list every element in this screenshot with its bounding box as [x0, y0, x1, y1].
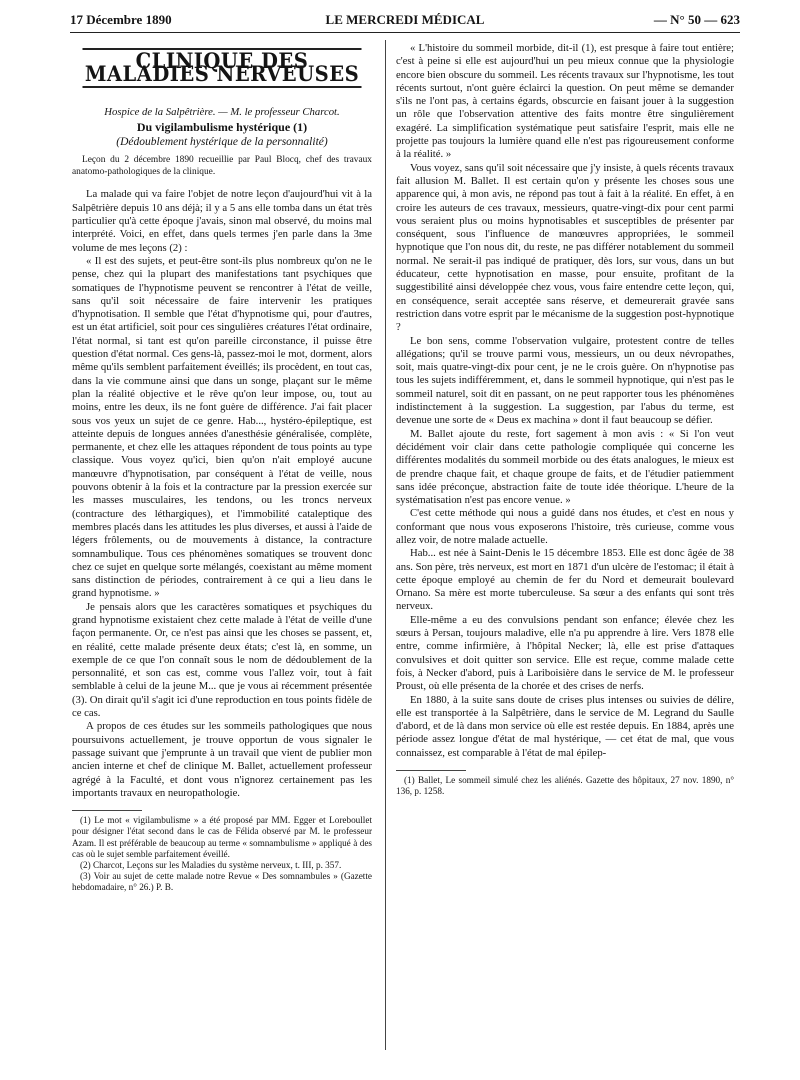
article-subtitle: (Dédoublement hystérique de la personnalité) — [116, 136, 328, 149]
footnote-rule — [396, 770, 466, 771]
paragraph: Je pensais alors que les caractères somatiques et psychiques du grand hypnotisme existaient chez cette malade à l'état de veille d'une façon permanente. Or, ce n'est pas ainsi que les choses se passent, et, en réalité, cette malade présente deux états; c'est là, en somme, un exemple de ce que l'on connaît sous le nom de dédoublement de la personnalité, et son cas est, comme vous l'allez voir, tout à fait semblable à celui de la jeune M... que je vous ai récemment présentée (3). On dirait qu'il s'agit ici d'une reproduction en tous points fidèle de ce cas. — [72, 600, 372, 720]
paragraph: C'est cette méthode qui nous a guidé dans nos études, et c'est en nous y conformant que nous vous exposerons l'histoire, très curieuse, comme vous allez voir, de notre malade actuelle. — [396, 507, 734, 546]
header-page-number: — N° 50 — 623 — [653, 12, 740, 27]
paragraph: M. Ballet ajoute du reste, fort sagement à mon avis : « Si l'on veut décidément voir clair dans cette pathologie compliquée qui concerne les différentes modalités du sommeil morbide ou des états analogues, le mieux est de prendre chaque fait, et chaque groupe de faits, et de l'étudier patiemment sans idée préconçue, abstraction faite de toute idée théorique. L'heure de la systématisation n'est pas encore venue. » — [396, 427, 734, 507]
footnote: (3) Voir au sujet de cette malade notre Revue « Des somnambules » (Gazette hebdomadaire, n° 26.) P. B. — [72, 871, 372, 893]
paragraph: Elle-même a eu des convulsions pendant son enfance; élevée chez les sœurs à Persan, toujours maladive, elle n'a pu apprendre à lire. Vers 1878 elle entre, comme infirmière, à l'hôpital Necker; là, elle est prise d'attaques convulsives et doit quitter son service. Elle est reçue, comme malade cette fois, à Necker d'abord, puis à Lariboisière dans le service de M. le professeur Proust, où elle présenta de la chorée et des crises de nerfs. — [396, 613, 734, 693]
right-column — [396, 42, 734, 797]
left-column — [72, 42, 372, 894]
footnote: (1) Ballet, Le sommeil simulé chez les aliénés. Gazette des hôpitaux, 27 nov. 1890, n° 136, p. 1258. — [396, 775, 734, 797]
header-date: 17 Décembre 1890 — [70, 12, 172, 27]
article-title: Du vigilambulisme hystérique (1) — [136, 119, 308, 134]
footnote: (1) Le mot « vigilambulisme » a été proposé par MM. Egger et Loreboullet pour désigner l'état second dans le cas de Félida observé par M. le professeur Azam. Il est préférable de beaucoup au terme « somnambulisme » appliqué à des cas où le sujet semble parfaitement éveillé. — [72, 815, 372, 859]
paragraph: « Il est des sujets, et peut-être sont-ils plus nombreux qu'on ne le pense, chez qui la plupart des manifestations tant psychiques que somatiques de l'hypnotisme peuvent se rencontrer à l'état de veille, sans qu'il soit nécessaire de faire intervenir les pratiques d'hypnotisation. Il semble que l'état d'hypnotisme qui, pour d'autres, est un état artificiel, soit pour ces singulières créatures l'état ordinaire, l'état normal, si tant est qu'on pareille circonstance, il puisse être question d'état normal. Ces gens-là, passez-moi le mot, dorment, alors même qu'ils semblent parfaitement éveillés; ils procèdent, en tout cas, dans la vie commune ainsi que dans un songe, plaçant sur le même plan la réalité objective et le rêve qu'on leur impose, ou, tout au moins, entre les deux, ils ne font guère de différence. J'ai fait placer sous vos yeux un sujet de ce genre. Hab..., hystéro-épileptique, est atteinte depuis de longues années d'anesthésie généralisée, complète, permanente, et chez elle les attaques répondent de tous points au type classique. Vous voyez qu'ici, bien qu'on n'ait employé aucune manœuvre d'hypnotisation, par conséquent à l'état de veille, nous pouvons obtenir à la fois et la contracture par la pression exercée sur les masses musculaires, les tendons, ou les troncs nerveux (contracture des léthargiques), et l'immobilité cataleptique des membres placés dans les attitudes les plus diverses, et aussi à l'aide de légers frôlements, ou de mouvements à distance, la contracture somnambulique. Tous ces phénomènes somatiques se trouvent donc chez ce sujet en quelque sorte mélangés, coexistant au même moment sans distinction de périodes, contrairement à ce qui a lieu dans le grand hypnotisme. » — [72, 254, 372, 600]
page-header — [70, 10, 740, 33]
paragraph: A propos de ces études sur les sommeils pathologiques que nous poursuivons actuellement, je trouve opportun de vous signaler le passage suivant que j'emprunte à un travail que vient de publier mon ancien interne et chef de clinique M. Ballet, actuellement professeur agrégé à la Faculté, et dont vous n'ignorez certainement pas les importants travaux en neuropathologie. — [72, 720, 372, 799]
footnote: (2) Charcot, Leçons sur les Maladies du système nerveux, t. III, p. 357. — [80, 859, 342, 870]
paragraph: « L'histoire du sommeil morbide, dit-il (1), est presque à faire tout entière; c'est à peine si elle est aujourd'hui un peu mieux connue que la physiologie encore bien obscure du sommeil. Les récents travaux sur l'hypnotisme, les tout récents surtout, n'ont guère éclairci la question. On peut même se demander s'ils ne l'ont pas, à certains égards, obscurcie en faisant jouer à la suggestion un rôle que l'observation attentive des faits montre être singulièrement exagéré. La simplification systématique peut satisfaire l'esprit, mais elle ne projette pas toujours la lumière quand elle n'est pas rigoureusement conforme à la réalité. » — [396, 42, 734, 161]
paragraph: Hab... est née à Saint-Denis le 15 décembre 1853. Elle est donc âgée de 38 ans. Son père, très nerveux, est mort en 1871 d'un ulcère de l'estomac; il était à cette époque employé au chemin de fer du Nord et demeurait boulevard Ornano. Sa mère est morte tuberculeuse. Sa sœur a des enfants qui sont très nerveux. — [396, 547, 734, 613]
paragraph: La malade qui va faire l'objet de notre leçon d'aujourd'hui vit à la Salpêtrière depuis 10 ans déjà; il y a 5 ans elle tomba dans un état très particulier qu'à cette époque j'avais, sinon mal observé, du moins mal interprété. Voici, en effet, dans quels termes j'en parle dans la 3me volume de mes leçons (2) : — [72, 188, 372, 254]
paragraph: En 1880, à la suite sans doute de crises plus intenses ou suivies de délire, elle est transportée à la Salpêtrière, dans le service de M. Legrand du Saulle d'abord, et de là dans mon service où elle est restée depuis. En 1884, après une période assez longue d'état de mal hystérique, — cet état de mal, que vous connaissez, est comparable à l'état de mal épilep- — [396, 693, 734, 759]
header-title: LE MERCREDI MÉDICAL — [325, 12, 485, 27]
paragraph: Vous voyez, sans qu'il soit nécessaire que j'y insiste, à quels récents travaux fait allusion M. Ballet. Il est certain qu'on y présente les choses sous une apparence qui, à mon avis, ne répond pas tout à fait à la réalité. En effet, à en croire les auteurs de ces travaux, messieurs, quatre-vingt-dix pour cent parmi vous seraient plus ou moins hypnotisables et susceptibles de présenter par conséquent, sous l'influence de manœuvres appropriées, le sommeil hypnotique que l'on nous dit, du reste, ne pas différer notablement du sommeil normal. Ne serait-il pas indiqué de pratiquer, dès lors, sur vous, dans un but éducateur, cette hypnotisation en masse, pour ensuite, profitant de la suggestibilité ainsi développée chez vous, vous faire entendre cette leçon, qui, en conséquence, serait acceptée sans réserve, et demeurerait gravée sans restriction dans votre esprit par le mécanisme de la suggestion post-hypnotique ? — [396, 161, 734, 334]
paragraph: Le bon sens, comme l'observation vulgaire, protestent contre de telles allégations; qu'il se trouve parmi vous, messieurs, un ou deux névropathes, soit, mais quatre-vingt-dix pour cent, je ne le crois guère. On n'hypnotise pas tous les sujets indifféremment, et, dans le sommeil hypnotique, qui n'est pas le sommeil naturel, soit dit en passant, on ne peut rapporter tous les phénomènes indistinctement à la suggestion. La suggestion, par l'abus du terme, est devenue une sorte de « Deus ex machina » dont il faut beaucoup se défier. — [396, 334, 734, 427]
section-title: CLINIQUE DES MALADIES NERVEUSES — [83, 48, 362, 88]
footnote-rule — [72, 810, 142, 811]
column-divider — [385, 40, 386, 1050]
hospice-line: Hospice de la Salpêtrière. — M. le professeur Charcot. — [104, 105, 340, 118]
lecon-note: Leçon du 2 décembre 1890 recueillie par Paul Blocq, chef des travaux anatomo-pathologiques de la clinique. — [72, 155, 372, 177]
